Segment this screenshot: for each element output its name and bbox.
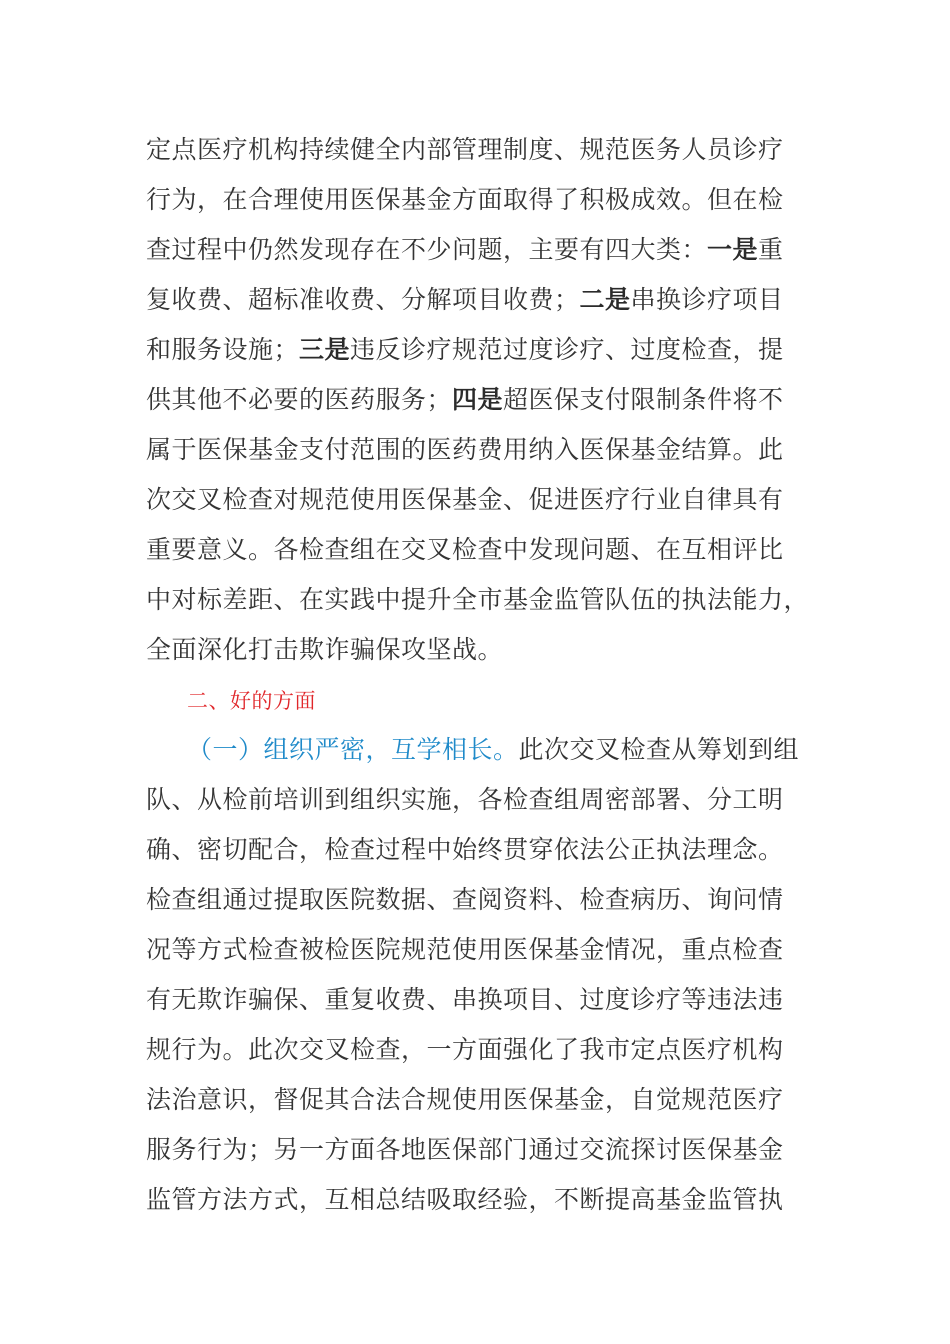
paragraph-line: 监管方法方式，互相总结吸取经验，不断提高基金监管执 bbox=[146, 1185, 784, 1214]
paragraph-line: 检查组通过提取医院数据、查阅资料、检查病历、询问情 bbox=[146, 885, 784, 914]
paragraph-line bbox=[187, 733, 799, 767]
paragraph-line: 服务行为；另一方面各地医保部门通过交流探讨医保基金 bbox=[146, 1135, 784, 1164]
text-span: 重 bbox=[758, 235, 784, 264]
bold-marker: 三是 bbox=[299, 335, 351, 364]
text-span: 超医保支付限制条件将不 bbox=[503, 385, 784, 414]
text-span: 此次交叉检查从筹划到组 bbox=[518, 735, 800, 764]
paragraph-line: 法治意识，督促其合法合规使用医保基金，自觉规范医疗 bbox=[146, 1085, 784, 1114]
paragraph-line: 确、密切配合，检查过程中始终贯穿依法公正执法理念。 bbox=[146, 835, 784, 864]
bold-marker: 二是 bbox=[579, 285, 631, 314]
paragraph-line: 有无欺诈骗保、重复收费、串换项目、过度诊疗等违法违 bbox=[146, 985, 784, 1014]
paragraph-line: 规行为。此次交叉检查，一方面强化了我市定点医疗机构 bbox=[146, 1035, 784, 1064]
paragraph-line: 行为，在合理使用医保基金方面取得了积极成效。但在检 bbox=[146, 185, 784, 214]
paragraph-line: 况等方式检查被检医院规范使用医保基金情况，重点检查 bbox=[146, 935, 784, 964]
text-span: 违反诊疗规范过度诊疗、过度检查，提 bbox=[350, 335, 784, 364]
paragraph-line bbox=[146, 333, 784, 367]
subheading: （一）组织严密，互学相长。 bbox=[187, 735, 519, 764]
paragraph-line: 全面深化打击欺诈骗保攻坚战。 bbox=[146, 635, 504, 664]
paragraph-line bbox=[146, 383, 784, 417]
bold-marker: 四是 bbox=[452, 385, 504, 414]
section-heading: 二、好的方面 bbox=[187, 689, 316, 713]
text-span: 和服务设施； bbox=[146, 335, 300, 364]
text-span: 查过程中仍然发现存在不少问题，主要有四大类： bbox=[146, 235, 708, 264]
paragraph-line bbox=[146, 233, 784, 267]
text-span: 复收费、超标准收费、分解项目收费； bbox=[146, 285, 580, 314]
paragraph-line: 中对标差距、在实践中提升全市基金监管队伍的执法能力， bbox=[146, 585, 810, 614]
text-span: 串换诊疗项目 bbox=[630, 285, 784, 314]
paragraph-line: 定点医疗机构持续健全内部管理制度、规范医务人员诊疗 bbox=[146, 135, 784, 164]
paragraph-line: 队、从检前培训到组织实施，各检查组周密部署、分工明 bbox=[146, 785, 784, 814]
text-span: 供其他不必要的医药服务； bbox=[146, 385, 453, 414]
paragraph-line: 属于医保基金支付范围的医药费用纳入医保基金结算。此 bbox=[146, 435, 784, 464]
paragraph-line: 重要意义。各检查组在交叉检查中发现问题、在互相评比 bbox=[146, 535, 784, 564]
paragraph-line: 次交叉检查对规范使用医保基金、促进医疗行业自律具有 bbox=[146, 485, 784, 514]
paragraph-line bbox=[146, 283, 784, 317]
bold-marker: 一是 bbox=[707, 235, 759, 264]
